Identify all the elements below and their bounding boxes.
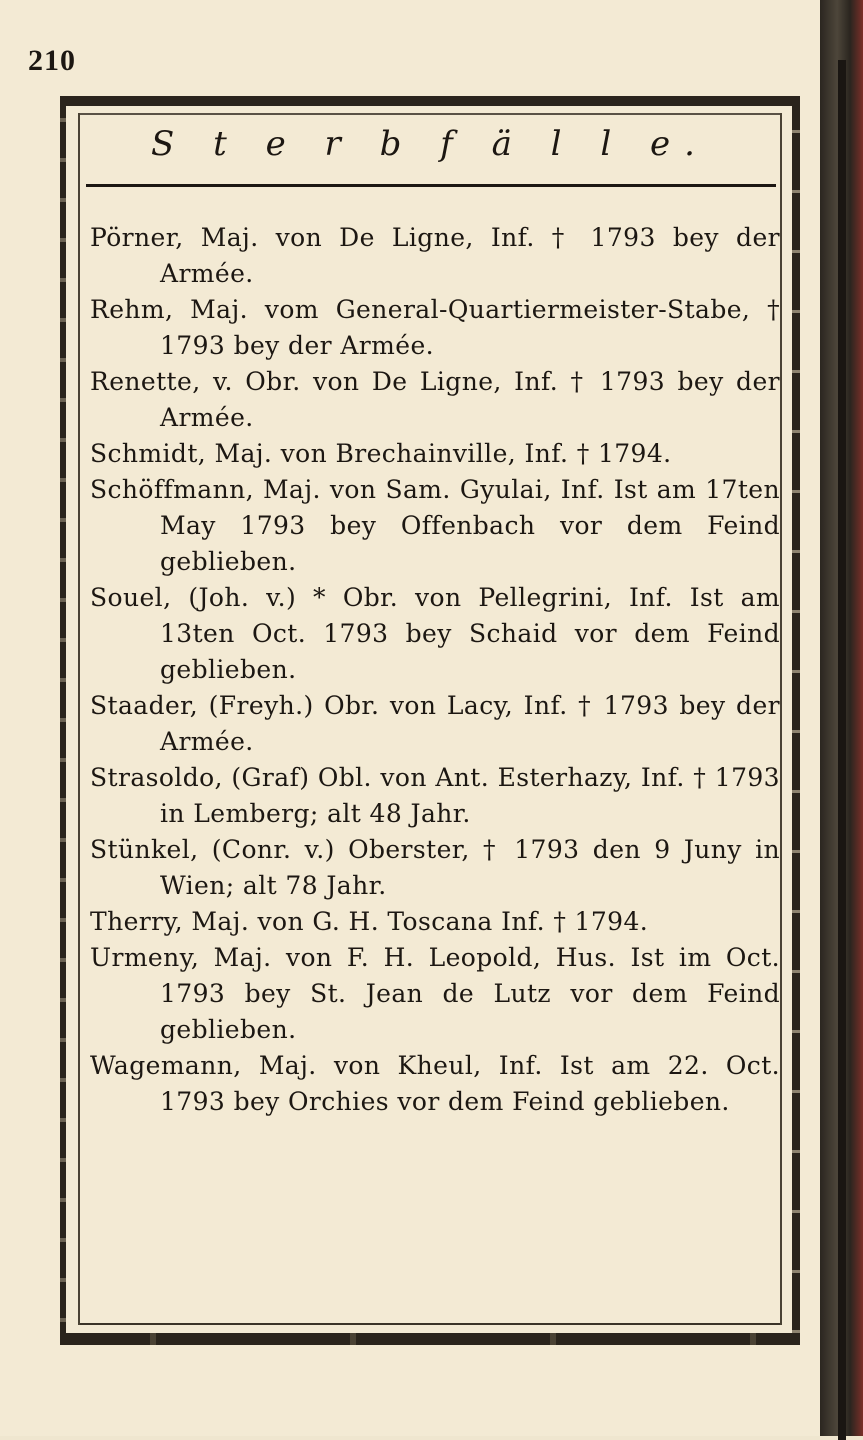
entry: Staader, (Freyh.) Obr. von Lacy, Inf. † 1793 bey der Armée. xyxy=(90,691,780,756)
entry: Strasoldo, (Graf) Obl. von Ant. Esterhazy, Inf. † 1793 in Lemberg; alt 48 Jahr. xyxy=(90,763,780,828)
entry: Schmidt, Maj. von Brechainville, Inf. † 1794. xyxy=(90,439,672,468)
section-heading: S t e r b f ä l l e. xyxy=(151,124,709,164)
frame-inner-left-rule xyxy=(78,113,80,1325)
frame-right-border xyxy=(792,100,800,1345)
entry: Renette, v. Obr. von De Ligne, Inf. † 1793 bey der Armée. xyxy=(90,367,780,432)
frame-inner-right-rule xyxy=(780,113,782,1325)
entry: Therry, Maj. von G. H. Toscana Inf. † 1794. xyxy=(90,907,649,936)
entry: Urmeny, Maj. von F. H. Leopold, Hus. Ist im Oct. 1793 bey St. Jean de Lutz vor dem Feind geblieben. xyxy=(90,943,780,1044)
page-number: 210 xyxy=(28,44,76,77)
frame-bottom-border xyxy=(60,1333,800,1345)
heading-rule xyxy=(86,184,776,187)
entry: Wagemann, Maj. von Kheul, Inf. Ist am 22. Oct. 1793 bey Orchies vor dem Feind geblieben. xyxy=(90,1051,780,1116)
frame-inner-top-rule xyxy=(78,113,782,115)
entry: Pörner, Maj. von De Ligne, Inf. † 1793 bey der Armée. xyxy=(90,223,780,288)
entry: Schöffmann, Maj. von Sam. Gyulai, Inf. Ist am 17ten May 1793 bey Offenbach vor dem Feind geblieben. xyxy=(90,475,780,576)
entries-list xyxy=(90,220,780,1120)
entry: Stünkel, (Conr. v.) Oberster, † 1793 den 9 Juny in Wien; alt 78 Jahr. xyxy=(90,835,780,900)
frame-inner-bottom-rule xyxy=(78,1323,782,1325)
spine-edge xyxy=(838,60,846,1440)
frame-left-border xyxy=(60,100,66,1345)
entry: Souel, (Joh. v.) * Obr. von Pellegrini, Inf. Ist am 13ten Oct. 1793 bey Schaid vor dem Feind geblieben. xyxy=(90,583,780,684)
entry: Rehm, Maj. vom General-Quartiermeister-Stabe, † 1793 bey der Armée. xyxy=(90,295,780,360)
frame-top-border xyxy=(60,96,800,106)
